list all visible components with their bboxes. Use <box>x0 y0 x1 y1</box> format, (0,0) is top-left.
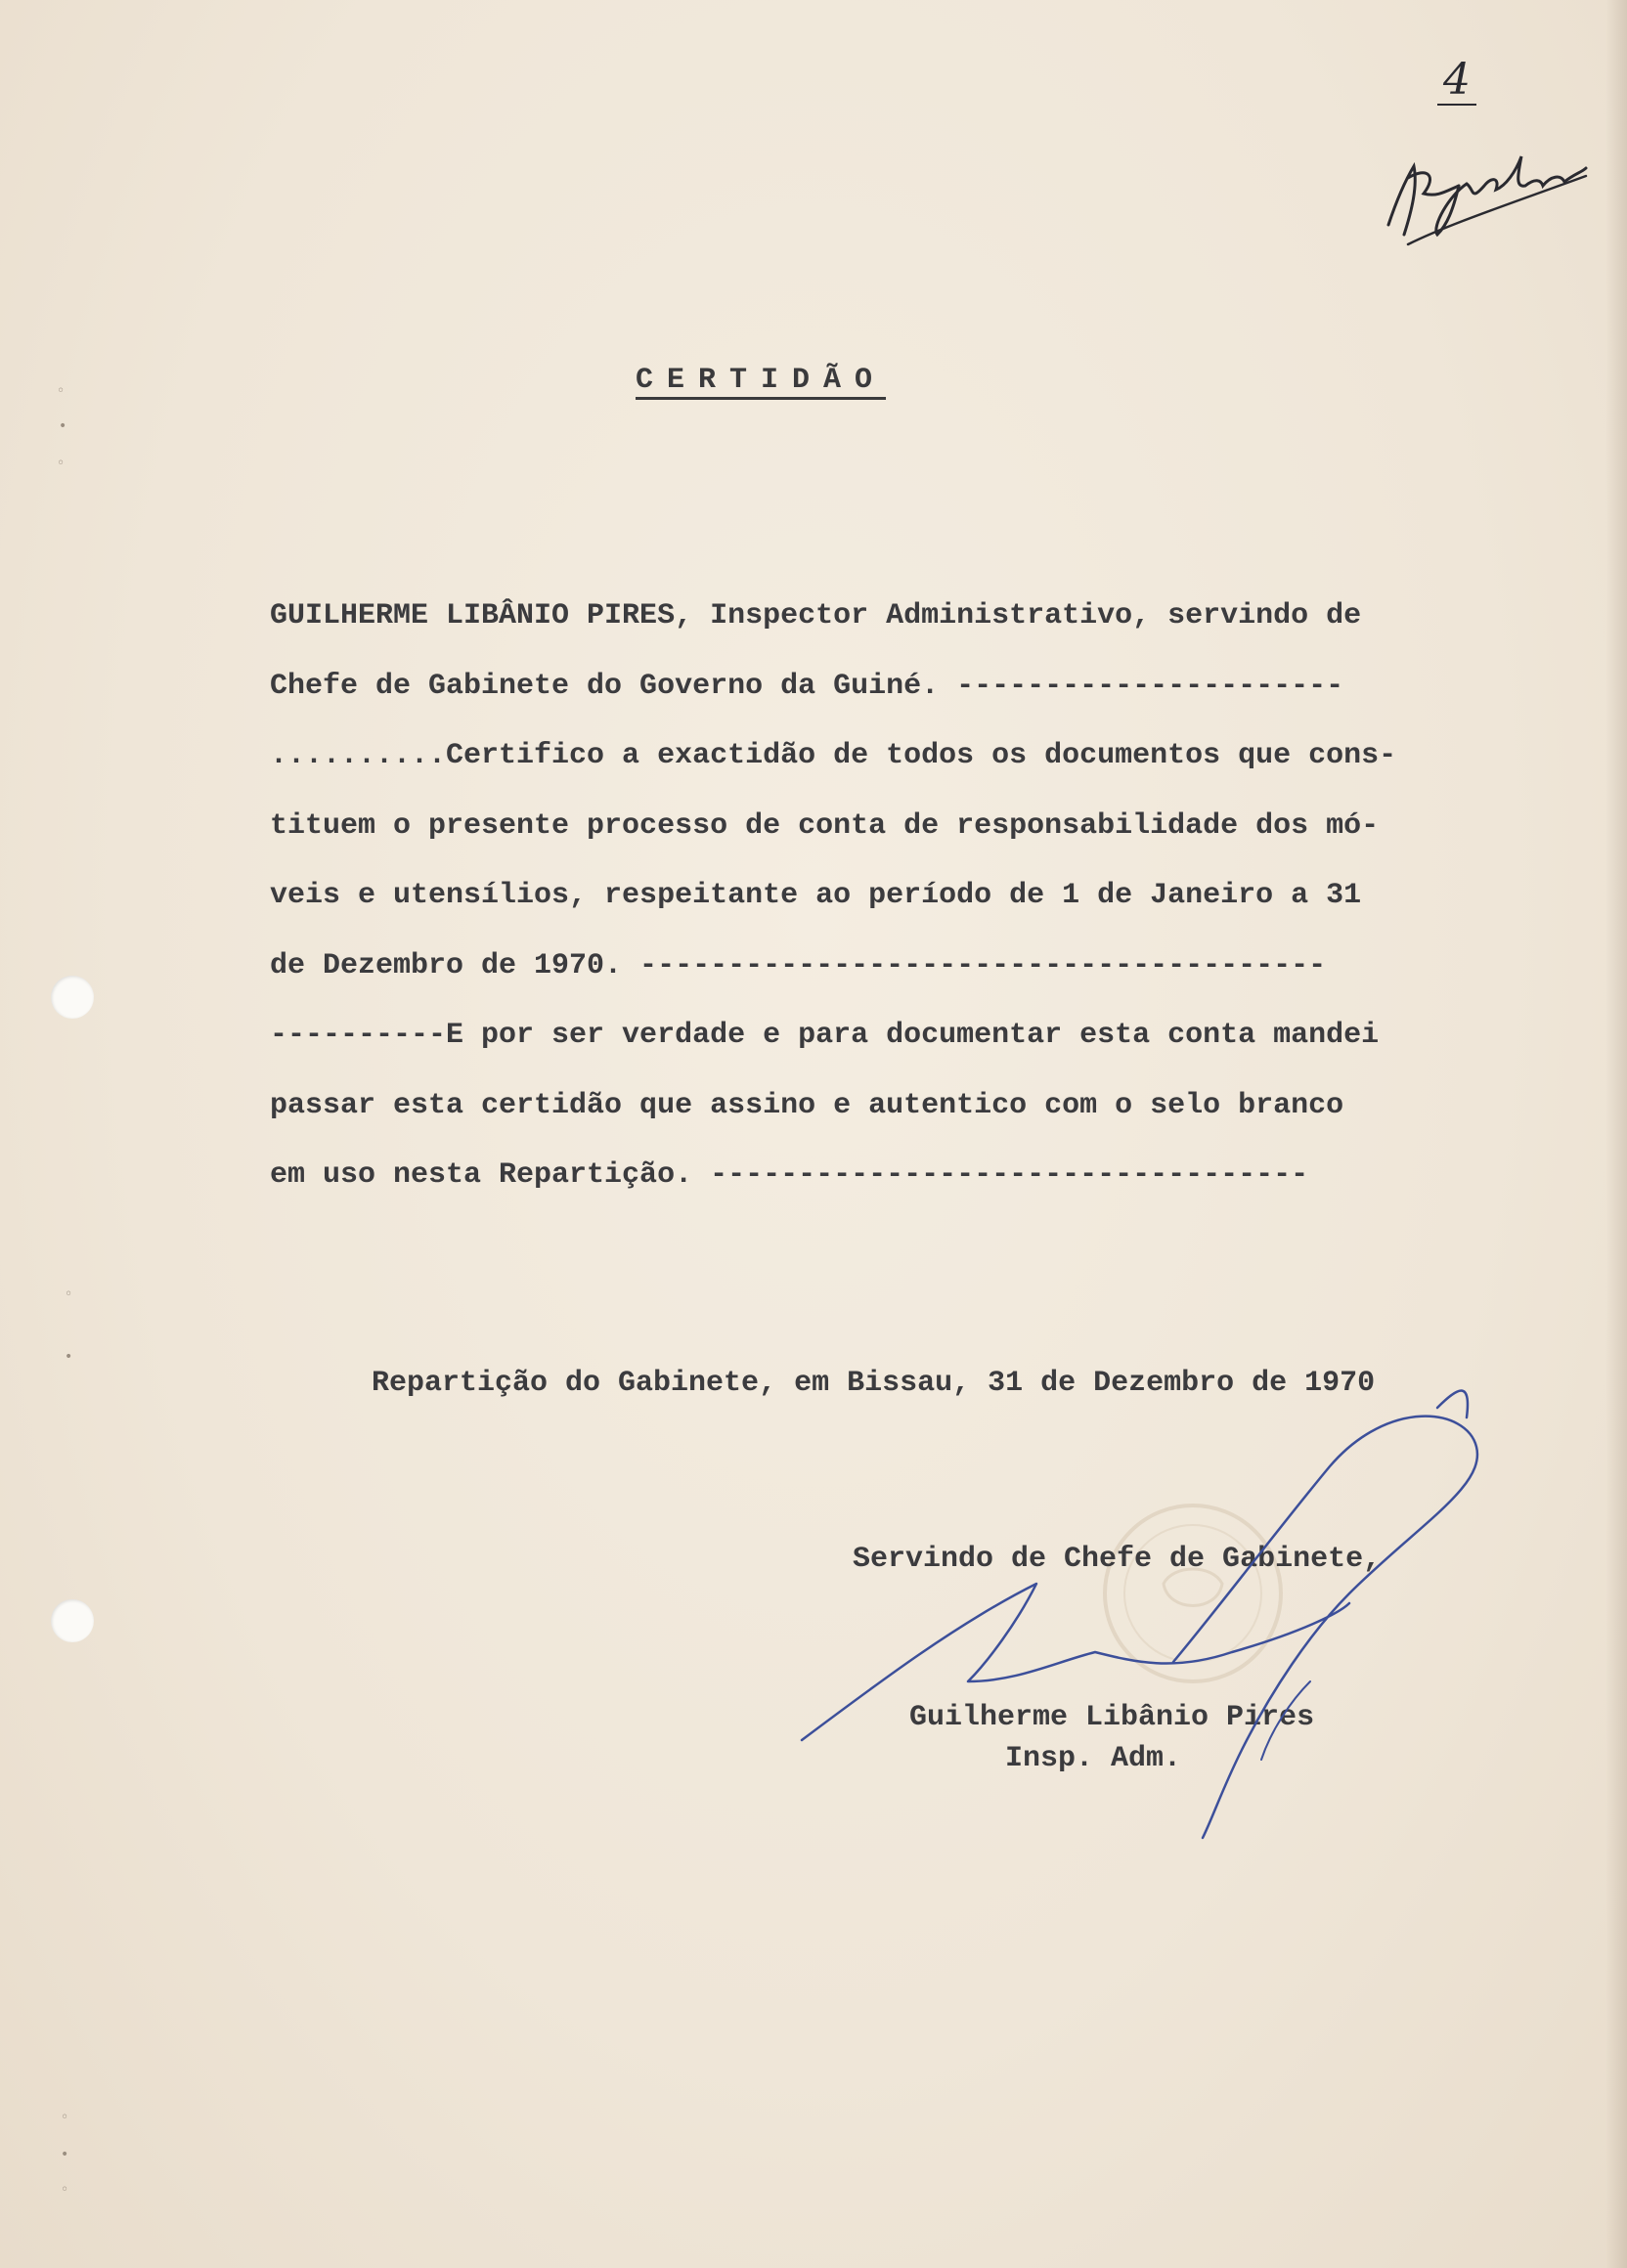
margin-mark: ◦ <box>61 2182 69 2198</box>
margin-mark: • <box>65 1349 73 1365</box>
signatory-role: Servindo de Chefe de Gabinete, <box>853 1543 1382 1576</box>
embossed-seal <box>1095 1496 1291 1691</box>
certificate-body <box>270 582 1482 1211</box>
handwritten-initials <box>1369 117 1594 254</box>
punch-hole-bottom <box>51 1599 94 1642</box>
margin-mark: ◦ <box>57 383 66 399</box>
margin-mark: ◦ <box>57 456 66 471</box>
signatory-name: Guilherme Libânio Pires <box>909 1701 1315 1734</box>
folio-number: 4 <box>1437 59 1476 106</box>
document-title: CERTIDÃO <box>636 364 887 397</box>
body-line: veis e utensílios, respeitante ao período de 1 de Janeiro a 31 <box>270 879 1362 912</box>
margin-mark: • <box>61 2147 69 2162</box>
body-line: Chefe de Gabinete do Governo da Guiné. ---------------------- <box>270 669 1344 703</box>
page-edge-shadow <box>1605 0 1627 2268</box>
body-line: tituem o presente processo de conta de responsabilidade dos mó- <box>270 808 1380 843</box>
body-line: passar esta certidão que assino e autentico com o selo branco <box>270 1088 1344 1122</box>
body-line: GUILHERME LIBÂNIO PIRES, Inspector Administrativo, servindo de <box>270 599 1362 632</box>
body-line: ----------E por ser verdade e para documentar esta conta mandei <box>270 1019 1380 1052</box>
body-line: ..........Certifico a exactidão de todos os documentos que cons- <box>270 739 1397 772</box>
body-line: de Dezembro de 1970. --------------------------------------- <box>270 948 1327 982</box>
punch-hole-top <box>51 976 94 1019</box>
body-line: em uso nesta Repartição. ---------------------------------- <box>270 1158 1309 1192</box>
margin-mark: • <box>59 418 67 434</box>
margin-mark: ◦ <box>65 1287 73 1302</box>
margin-mark: ◦ <box>61 2110 69 2125</box>
signatory-title: Insp. Adm. <box>1005 1742 1182 1775</box>
place-date-line: Repartição do Gabinete, em Bissau, 31 de Dezembro de 1970 <box>372 1367 1376 1400</box>
